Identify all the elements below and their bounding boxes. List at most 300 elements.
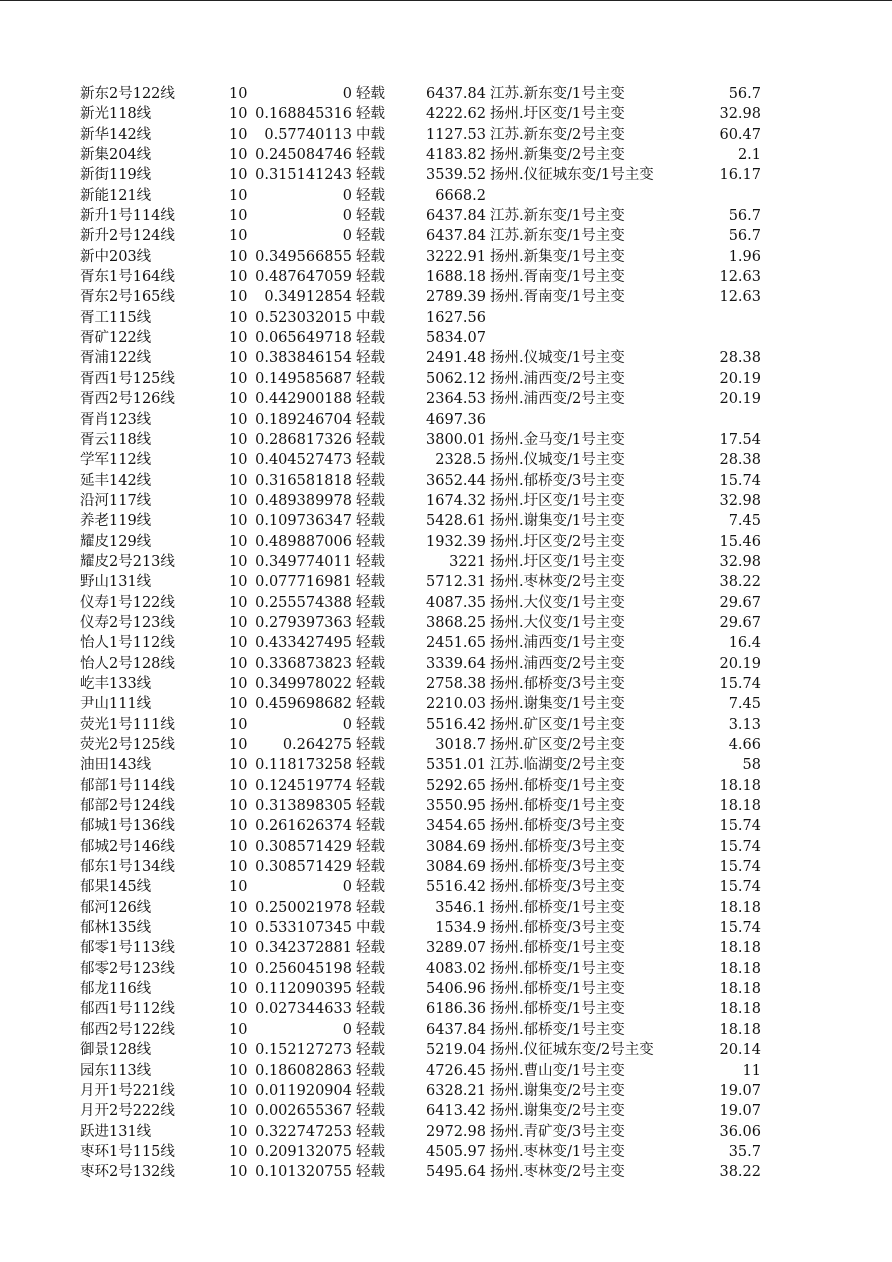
cell-line-name: 新升2号124线: [80, 228, 175, 245]
cell-voltage: 10: [229, 940, 248, 957]
cell-line-name: 仪寿2号123线: [80, 614, 175, 631]
cell-capacity: 6186.36: [426, 1001, 486, 1018]
table-row: [0, 287, 892, 307]
cell-transformer-load: 18.18: [719, 798, 761, 815]
cell-transformer: 扬州.圩区变/1号主变: [490, 553, 625, 570]
cell-line-name: 新能121线: [80, 187, 152, 204]
cell-load-ratio: 0.489887006: [255, 533, 352, 550]
cell-voltage: 10: [229, 1062, 248, 1079]
cell-capacity: 1688.18: [426, 269, 486, 286]
cell-voltage: 10: [229, 696, 248, 713]
cell-capacity: 1932.39: [426, 533, 486, 550]
cell-load-state: 轻载: [356, 228, 385, 245]
cell-transformer-load: 18.18: [719, 960, 761, 977]
table-row: [0, 572, 892, 592]
cell-transformer: 扬州.谢集变/2号主变: [490, 1103, 625, 1120]
table-row: [0, 857, 892, 877]
cell-load-state: 轻载: [356, 1062, 385, 1079]
cell-capacity: 5351.01: [426, 757, 486, 774]
cell-capacity: 3084.69: [426, 859, 486, 876]
cell-transformer-load: 60.47: [719, 126, 761, 143]
cell-load-ratio: 0.308571429: [255, 838, 352, 855]
cell-transformer: 扬州.枣林变/2号主变: [490, 574, 625, 591]
cell-load-state: 轻载: [356, 86, 385, 102]
cell-line-name: 胥东1号164线: [80, 269, 175, 286]
cell-transformer-load: 18.18: [719, 981, 761, 998]
cell-voltage: 10: [229, 106, 248, 123]
cell-voltage: 10: [229, 635, 248, 652]
table-row: [0, 491, 892, 511]
cell-line-name: 胥浦122线: [80, 350, 152, 367]
cell-load-state: 轻载: [356, 614, 385, 631]
table-row: [0, 1081, 892, 1101]
cell-load-ratio: 0.011920904: [255, 1082, 352, 1099]
cell-load-ratio: 0.152127273: [255, 1042, 352, 1059]
cell-transformer: 扬州.郁桥变/1号主变: [490, 940, 625, 957]
cell-capacity: 5495.64: [426, 1164, 486, 1181]
cell-load-state: 轻载: [356, 757, 385, 774]
cell-load-state: 轻载: [356, 838, 385, 855]
cell-capacity: 3652.44: [426, 472, 486, 489]
cell-transformer-load: 28.38: [719, 452, 761, 469]
cell-transformer: 扬州.金马变/1号主变: [490, 431, 625, 448]
cell-capacity: 3546.1: [435, 899, 486, 916]
table-row: [0, 247, 892, 267]
table-row: [0, 898, 892, 918]
cell-voltage: 10: [229, 594, 248, 611]
cell-transformer: 扬州.郁桥变/1号主变: [490, 1001, 625, 1018]
cell-capacity: 1127.53: [426, 126, 486, 143]
cell-transformer-load: 7.45: [728, 696, 761, 713]
table-row: [0, 125, 892, 145]
cell-load-ratio: 0.264275: [282, 737, 352, 753]
cell-voltage: 10: [229, 309, 248, 326]
cell-load-ratio: 0.261626374: [255, 818, 352, 835]
cell-load-state: 轻载: [356, 1001, 385, 1018]
cell-line-name: 郁河126线: [80, 899, 152, 916]
cell-transformer: 扬州.谢集变/1号主变: [490, 696, 625, 713]
cell-load-ratio: 0.124519774: [255, 777, 352, 794]
cell-load-ratio: 0.313898305: [255, 798, 352, 815]
cell-line-name: 郁零1号113线: [80, 940, 175, 957]
cell-voltage: 10: [229, 86, 248, 102]
cell-transformer: 扬州.郁桥变/3号主变: [490, 472, 625, 489]
cell-capacity: 6437.84: [426, 1021, 486, 1038]
cell-transformer-load: 38.22: [719, 1164, 761, 1181]
cell-line-name: 野山131线: [80, 574, 152, 591]
cell-load-state: 轻载: [356, 167, 385, 184]
table-row: [0, 654, 892, 674]
cell-capacity: 3539.52: [426, 167, 486, 184]
cell-transformer-load: 15.74: [719, 818, 761, 835]
cell-load-ratio: 0.433427495: [255, 635, 352, 652]
cell-transformer-load: 15.74: [719, 472, 761, 489]
cell-transformer-load: 29.67: [719, 594, 761, 611]
cell-transformer-load: 15.74: [719, 879, 761, 896]
cell-transformer: 扬州.郁桥变/1号主变: [490, 960, 625, 977]
cell-transformer: 扬州.胥南变/1号主变: [490, 269, 625, 286]
cell-line-name: 屹丰133线: [80, 675, 152, 692]
cell-capacity: 4697.36: [426, 411, 486, 428]
cell-transformer-load: 17.54: [719, 431, 761, 448]
table-row: [0, 918, 892, 938]
table-row: [0, 999, 892, 1019]
cell-load-state: 轻载: [356, 411, 385, 428]
cell-capacity: 6437.84: [426, 228, 486, 245]
cell-line-name: 郁部2号124线: [80, 798, 175, 815]
cell-load-ratio: 0.002655367: [255, 1103, 352, 1120]
cell-voltage: 10: [229, 838, 248, 855]
table-row: [0, 735, 892, 755]
cell-transformer-load: 2.1: [737, 147, 761, 164]
cell-voltage: 10: [229, 1103, 248, 1120]
cell-transformer: 江苏.新东变/2号主变: [490, 126, 625, 143]
table-row: [0, 410, 892, 430]
table-row: [0, 979, 892, 999]
cell-line-name: 园东113线: [80, 1062, 152, 1079]
cell-load-state: 轻载: [356, 1164, 385, 1181]
cell-voltage: 10: [229, 370, 248, 387]
cell-transformer-load: 32.98: [719, 553, 761, 570]
cell-transformer-load: 28.38: [719, 350, 761, 367]
cell-load-ratio: 0.256045198: [255, 960, 352, 977]
cell-load-ratio: 0.168845316: [255, 106, 352, 123]
table-row: [0, 796, 892, 816]
cell-transformer: 扬州.大仪变/1号主变: [490, 614, 625, 631]
cell-line-name: 胥西2号126线: [80, 391, 175, 408]
cell-voltage: 10: [229, 1082, 248, 1099]
cell-line-name: 郁零2号123线: [80, 960, 175, 977]
cell-load-state: 轻载: [356, 716, 385, 733]
cell-transformer: 扬州.郁桥变/1号主变: [490, 981, 625, 998]
cell-load-state: 中载: [356, 309, 385, 326]
cell-capacity: 5834.07: [426, 330, 486, 347]
cell-line-name: 御景128线: [80, 1042, 152, 1059]
cell-voltage: 10: [229, 960, 248, 977]
cell-transformer-load: 29.67: [719, 614, 761, 631]
cell-load-ratio: 0.186082863: [255, 1062, 352, 1079]
cell-transformer: 扬州.郁桥变/1号主变: [490, 777, 625, 794]
cell-capacity: 3868.25: [426, 614, 486, 631]
cell-load-state: 轻载: [356, 370, 385, 387]
cell-capacity: 4083.02: [426, 960, 486, 977]
table-row: [0, 267, 892, 287]
cell-load-state: 轻载: [356, 818, 385, 835]
cell-capacity: 4183.82: [426, 147, 486, 164]
cell-load-state: 轻载: [356, 350, 385, 367]
cell-line-name: 郁东1号134线: [80, 859, 175, 876]
cell-load-state: 轻载: [356, 269, 385, 286]
cell-capacity: 2789.39: [426, 289, 486, 306]
cell-transformer-load: 20.19: [719, 655, 761, 672]
cell-line-name: 新华142线: [80, 126, 152, 143]
table-row: [0, 816, 892, 836]
cell-load-ratio: 0.383846154: [255, 350, 352, 367]
cell-load-state: 轻载: [356, 187, 385, 204]
cell-load-ratio: 0: [342, 208, 352, 225]
cell-transformer: 江苏.新东变/1号主变: [490, 86, 625, 102]
cell-load-state: 轻载: [356, 147, 385, 164]
table-row: [0, 959, 892, 979]
cell-load-state: 轻载: [356, 330, 385, 347]
feeder-load-table: [0, 84, 892, 1183]
cell-load-state: 轻载: [356, 248, 385, 265]
cell-capacity: 3084.69: [426, 838, 486, 855]
cell-transformer: 江苏.新东变/1号主变: [490, 208, 625, 225]
cell-capacity: 1674.32: [426, 492, 486, 509]
cell-load-state: 轻载: [356, 960, 385, 977]
cell-load-state: 中载: [356, 920, 385, 937]
cell-capacity: 2210.03: [426, 696, 486, 713]
cell-transformer-load: 18.18: [719, 1001, 761, 1018]
table-row: [0, 104, 892, 124]
cell-load-state: 轻载: [356, 472, 385, 489]
table-row: [0, 1020, 892, 1040]
cell-load-ratio: 0.315141243: [255, 167, 352, 184]
cell-transformer: 扬州.矿区变/1号主变: [490, 716, 625, 733]
cell-load-ratio: 0.286817326: [255, 431, 352, 448]
cell-transformer-load: 35.7: [728, 1143, 761, 1160]
cell-voltage: 10: [229, 513, 248, 530]
cell-capacity: 3800.01: [426, 431, 486, 448]
cell-transformer: 扬州.胥南变/1号主变: [490, 289, 625, 306]
cell-voltage: 10: [229, 533, 248, 550]
table-row: [0, 837, 892, 857]
cell-transformer-load: 18.18: [719, 940, 761, 957]
cell-line-name: 仪寿1号122线: [80, 594, 175, 611]
table-row: [0, 511, 892, 531]
cell-line-name: 胥云118线: [80, 431, 152, 448]
table-row: [0, 938, 892, 958]
cell-voltage: 10: [229, 737, 248, 753]
cell-transformer-load: 56.7: [728, 86, 761, 102]
cell-load-state: 轻载: [356, 798, 385, 815]
cell-load-state: 轻载: [356, 655, 385, 672]
cell-capacity: 5712.31: [426, 574, 486, 591]
cell-voltage: 10: [229, 1042, 248, 1059]
table-row: [0, 674, 892, 694]
cell-capacity: 5406.96: [426, 981, 486, 998]
table-row: [0, 389, 892, 409]
table-row: [0, 715, 892, 735]
cell-load-ratio: 0: [342, 86, 352, 102]
cell-capacity: 2451.65: [426, 635, 486, 652]
cell-load-state: 轻载: [356, 777, 385, 794]
table-row: [0, 145, 892, 165]
cell-line-name: 郁城2号146线: [80, 838, 175, 855]
cell-capacity: 5062.12: [426, 370, 486, 387]
cell-load-state: 轻载: [356, 981, 385, 998]
cell-capacity: 3221: [449, 553, 486, 570]
cell-voltage: 10: [229, 1164, 248, 1181]
cell-load-state: 轻载: [356, 553, 385, 570]
cell-voltage: 10: [229, 126, 248, 143]
cell-load-ratio: 0.442900188: [255, 391, 352, 408]
cell-load-state: 轻载: [356, 533, 385, 550]
cell-voltage: 10: [229, 818, 248, 835]
cell-capacity: 5428.61: [426, 513, 486, 530]
cell-capacity: 4505.97: [426, 1143, 486, 1160]
table-row: [0, 206, 892, 226]
cell-voltage: 10: [229, 228, 248, 245]
table-row: [0, 1040, 892, 1060]
cell-capacity: 5219.04: [426, 1042, 486, 1059]
cell-load-state: 轻载: [356, 696, 385, 713]
table-row: [0, 471, 892, 491]
cell-capacity: 5292.65: [426, 777, 486, 794]
cell-load-ratio: 0.57740113: [264, 126, 352, 143]
cell-line-name: 胥矿122线: [80, 330, 152, 347]
cell-load-ratio: 0.109736347: [255, 513, 352, 530]
cell-load-ratio: 0.349978022: [255, 675, 352, 692]
cell-voltage: 10: [229, 1001, 248, 1018]
cell-transformer-load: 15.46: [719, 533, 761, 550]
cell-line-name: 沿河117线: [80, 492, 152, 509]
cell-capacity: 1627.56: [426, 309, 486, 326]
table-row: [0, 84, 892, 104]
cell-load-state: 轻载: [356, 737, 385, 753]
cell-transformer: 扬州.曹山变/1号主变: [490, 1062, 625, 1079]
table-row: [0, 369, 892, 389]
cell-capacity: 3289.07: [426, 940, 486, 957]
cell-capacity: 2491.48: [426, 350, 486, 367]
cell-voltage: 10: [229, 675, 248, 692]
cell-load-state: 轻载: [356, 675, 385, 692]
cell-load-state: 轻载: [356, 940, 385, 957]
cell-transformer-load: 4.66: [728, 737, 761, 753]
cell-load-ratio: 0: [342, 187, 352, 204]
cell-capacity: 1534.9: [435, 920, 486, 937]
cell-load-state: 轻载: [356, 492, 385, 509]
cell-transformer-load: 3.13: [728, 716, 761, 733]
table-row: [0, 430, 892, 450]
cell-transformer-load: 38.22: [719, 574, 761, 591]
cell-load-state: 轻载: [356, 1123, 385, 1140]
cell-load-state: 中载: [356, 126, 385, 143]
cell-load-ratio: 0.404527473: [255, 452, 352, 469]
cell-load-ratio: 0.279397363: [255, 614, 352, 631]
cell-voltage: 10: [229, 1021, 248, 1038]
cell-transformer-load: 16.17: [719, 167, 761, 184]
cell-capacity: 6668.2: [435, 187, 486, 204]
table-row: [0, 755, 892, 775]
cell-load-state: 轻载: [356, 1103, 385, 1120]
cell-line-name: 枣环2号132线: [80, 1164, 175, 1181]
cell-transformer: 扬州.郁桥变/1号主变: [490, 899, 625, 916]
cell-voltage: 10: [229, 452, 248, 469]
cell-transformer-load: 15.74: [719, 859, 761, 876]
cell-capacity: 3550.95: [426, 798, 486, 815]
cell-voltage: 10: [229, 330, 248, 347]
cell-capacity: 2364.53: [426, 391, 486, 408]
cell-load-ratio: 0.255574388: [255, 594, 352, 611]
cell-voltage: 10: [229, 553, 248, 570]
cell-capacity: 4726.45: [426, 1062, 486, 1079]
cell-line-name: 胥工115线: [80, 309, 152, 326]
cell-capacity: 4222.62: [426, 106, 486, 123]
cell-transformer: 扬州.浦西变/2号主变: [490, 391, 625, 408]
cell-line-name: 胥西1号125线: [80, 370, 175, 387]
cell-capacity: 3339.64: [426, 655, 486, 672]
cell-transformer-load: 15.74: [719, 920, 761, 937]
cell-load-ratio: 0.322747253: [255, 1123, 352, 1140]
table-row: [0, 1162, 892, 1182]
cell-line-name: 新升1号114线: [80, 208, 175, 225]
cell-load-ratio: 0.250021978: [255, 899, 352, 916]
cell-line-name: 枣环1号115线: [80, 1143, 175, 1160]
cell-transformer: 扬州.矿区变/2号主变: [490, 737, 625, 753]
cell-load-ratio: 0.209132075: [255, 1143, 352, 1160]
cell-voltage: 10: [229, 859, 248, 876]
cell-load-ratio: 0.112090395: [255, 981, 352, 998]
cell-voltage: 10: [229, 899, 248, 916]
cell-transformer: 扬州.仪征城东变/2号主变: [490, 1042, 654, 1059]
cell-line-name: 郁龙116线: [80, 981, 152, 998]
cell-load-ratio: 0.487647059: [255, 269, 352, 286]
cell-line-name: 胥肖123线: [80, 411, 152, 428]
cell-capacity: 2972.98: [426, 1123, 486, 1140]
cell-line-name: 新集204线: [80, 147, 152, 164]
cell-transformer-load: 20.19: [719, 370, 761, 387]
cell-voltage: 10: [229, 208, 248, 225]
cell-load-state: 轻载: [356, 1021, 385, 1038]
cell-line-name: 月开1号221线: [80, 1082, 175, 1099]
cell-line-name: 耀皮129线: [80, 533, 152, 550]
table-row: [0, 694, 892, 714]
cell-transformer-load: 18.18: [719, 899, 761, 916]
cell-load-ratio: 0.459698682: [255, 696, 352, 713]
cell-transformer: 扬州.郁桥变/3号主变: [490, 818, 625, 835]
cell-voltage: 10: [229, 879, 248, 896]
cell-voltage: 10: [229, 492, 248, 509]
table-row: [0, 226, 892, 246]
cell-capacity: 2758.38: [426, 675, 486, 692]
cell-voltage: 10: [229, 411, 248, 428]
cell-line-name: 新光118线: [80, 106, 152, 123]
cell-load-ratio: 0.245084746: [255, 147, 352, 164]
cell-transformer-load: 12.63: [719, 269, 761, 286]
cell-transformer: 扬州.新集变/1号主变: [490, 248, 625, 265]
cell-load-ratio: 0.101320755: [255, 1164, 352, 1181]
cell-capacity: 6328.21: [426, 1082, 486, 1099]
table-row: [0, 450, 892, 470]
cell-voltage: 10: [229, 431, 248, 448]
cell-load-ratio: 0.065649718: [255, 330, 352, 347]
cell-capacity: 6413.42: [426, 1103, 486, 1120]
cell-transformer: 扬州.仪城变/1号主变: [490, 350, 625, 367]
cell-load-ratio: 0.149585687: [255, 370, 352, 387]
cell-transformer: 江苏.新东变/1号主变: [490, 228, 625, 245]
cell-load-ratio: 0.118173258: [255, 757, 352, 774]
cell-load-ratio: 0.349566855: [255, 248, 352, 265]
cell-transformer-load: 56.7: [728, 208, 761, 225]
cell-transformer-load: 20.19: [719, 391, 761, 408]
cell-transformer-load: 1.96: [728, 248, 761, 265]
table-row: [0, 165, 892, 185]
cell-capacity: 3454.65: [426, 818, 486, 835]
cell-transformer-load: 19.07: [719, 1082, 761, 1099]
cell-transformer: 扬州.谢集变/1号主变: [490, 513, 625, 530]
table-row: [0, 1142, 892, 1162]
cell-capacity: 2328.5: [435, 452, 486, 469]
cell-capacity: 5516.42: [426, 879, 486, 896]
cell-line-name: 养老119线: [80, 513, 152, 530]
cell-load-state: 轻载: [356, 1143, 385, 1160]
cell-load-state: 轻载: [356, 452, 385, 469]
cell-transformer-load: 36.06: [719, 1123, 761, 1140]
cell-voltage: 10: [229, 289, 248, 306]
cell-load-state: 轻载: [356, 513, 385, 530]
